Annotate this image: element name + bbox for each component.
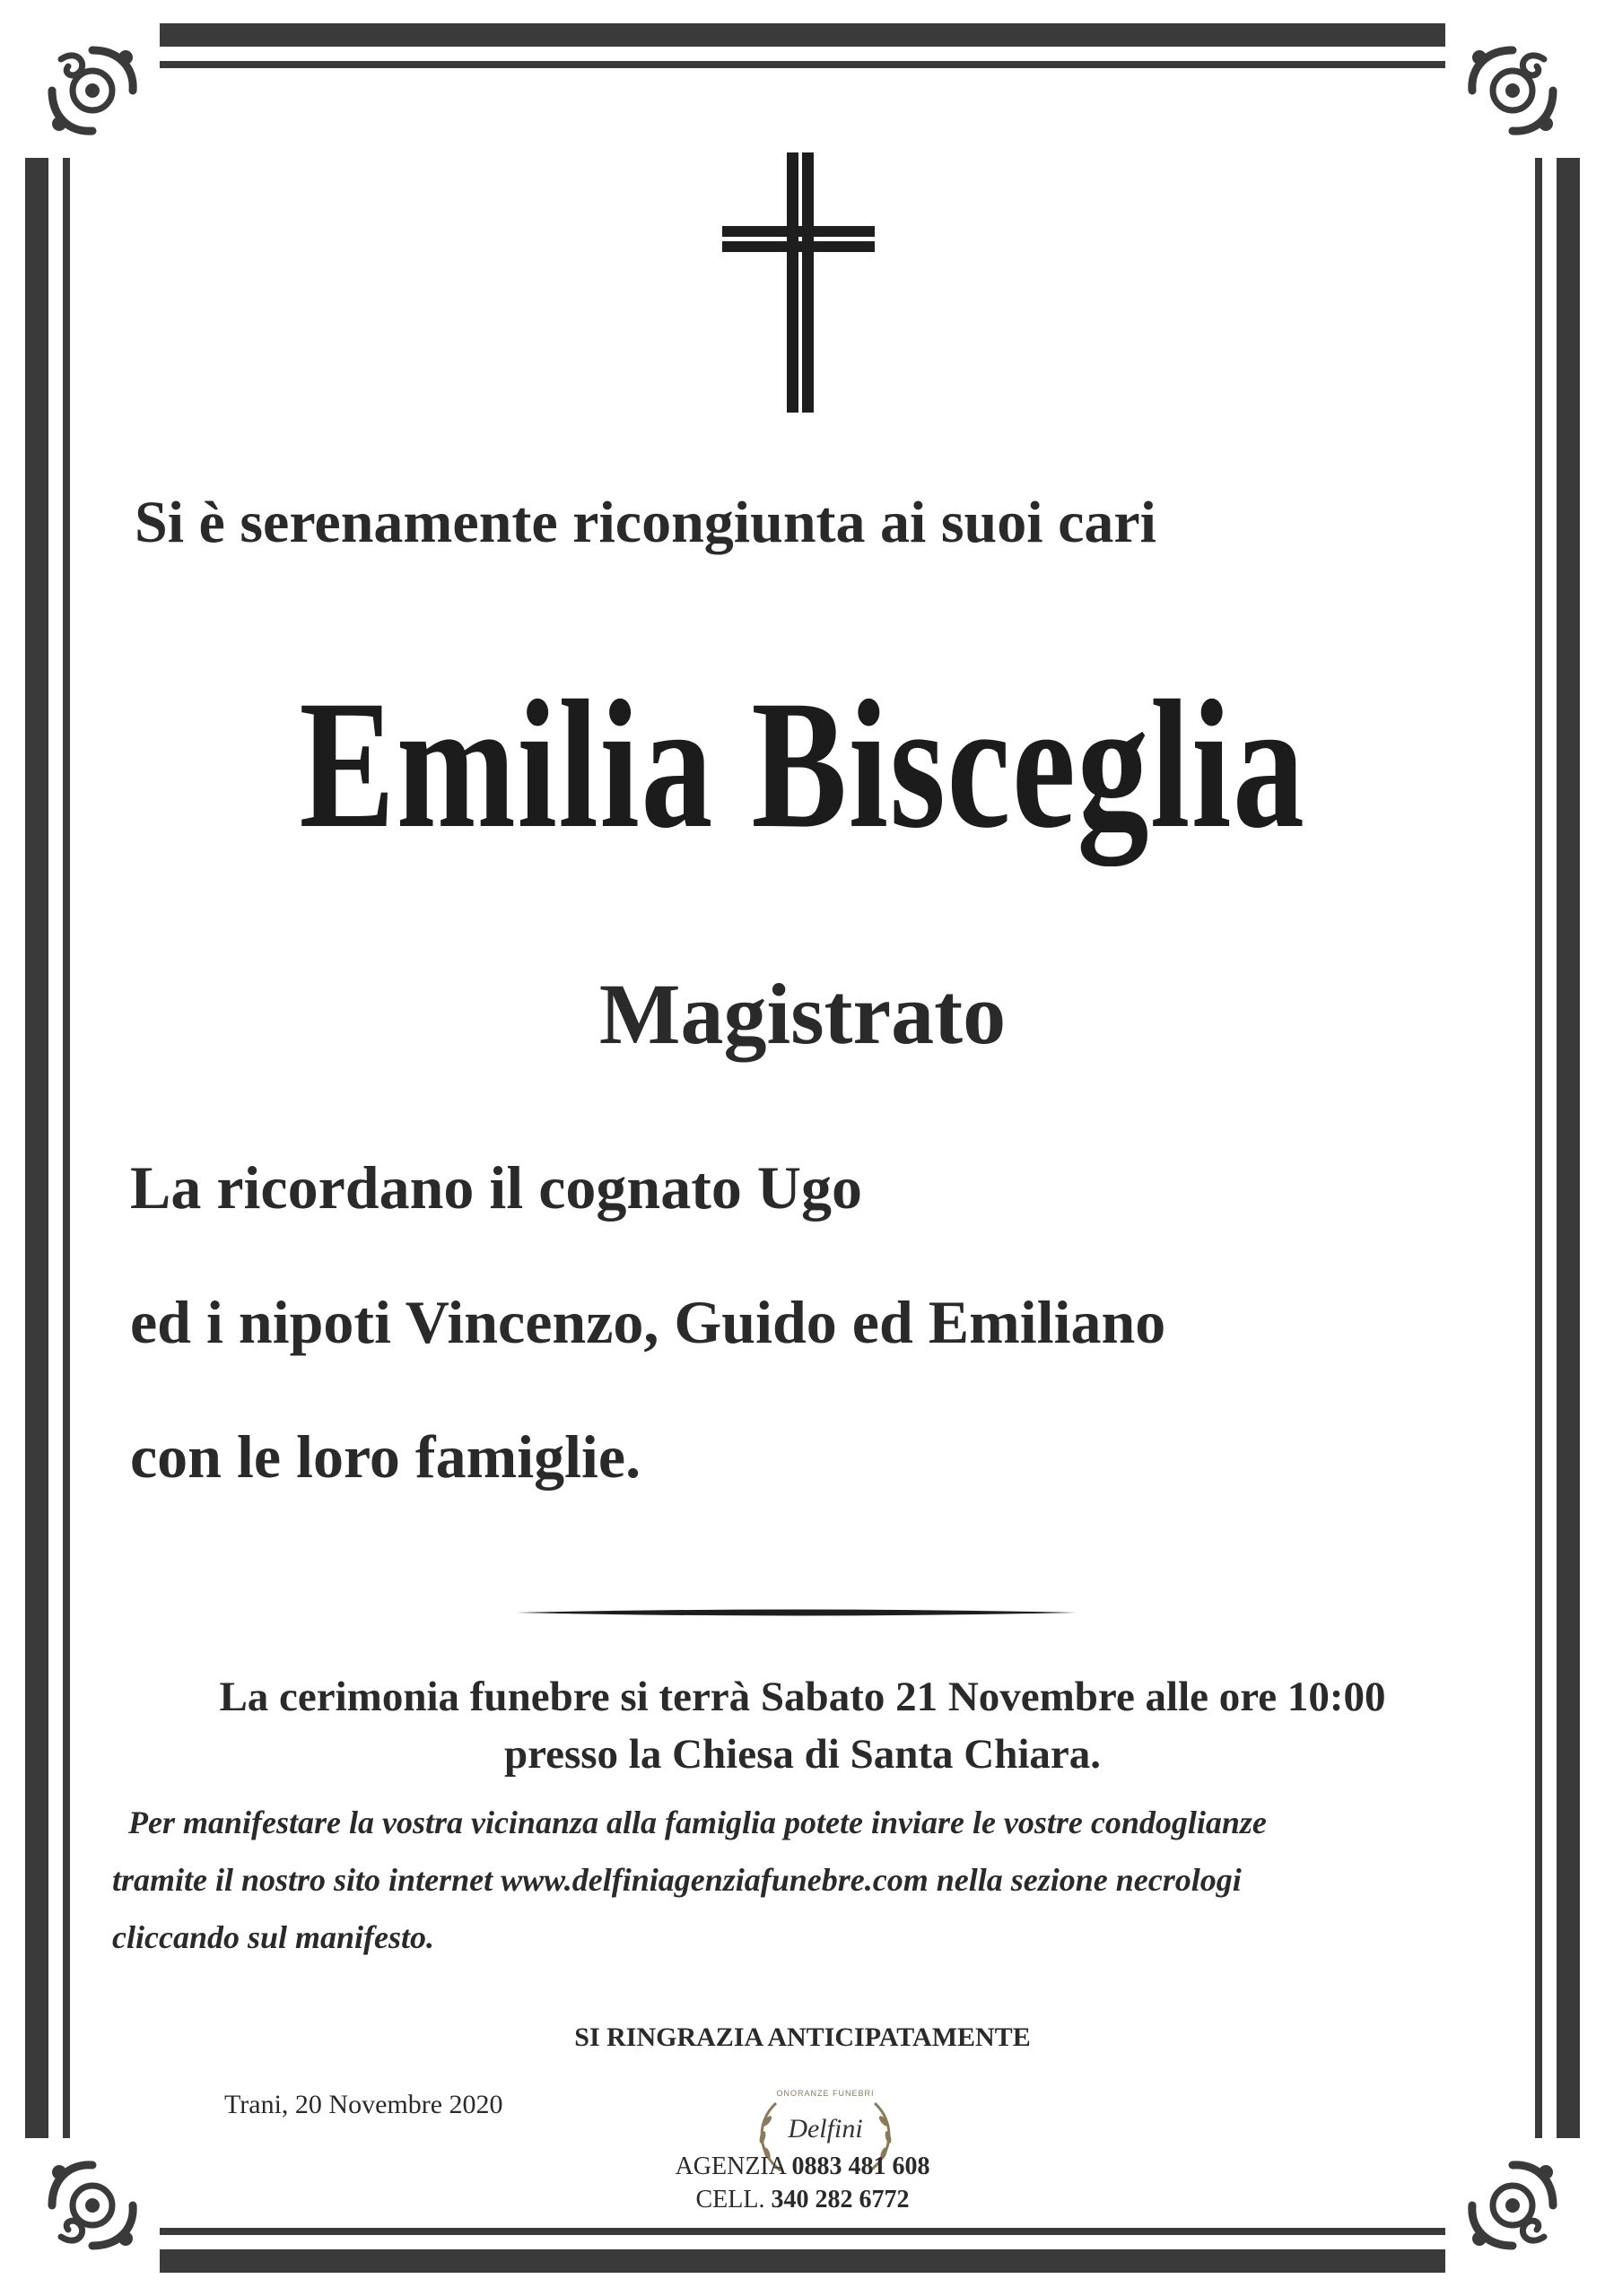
- corner-ornament-top-left-icon: [25, 23, 160, 158]
- ceremony-details: [0, 1668, 1605, 1783]
- note-line: cliccando sul manifesto.: [112, 1919, 434, 1955]
- condolence-note: [112, 1794, 1512, 1966]
- mourners-line: con le loro famiglie.: [130, 1422, 641, 1491]
- mourners-line: La ricordano il cognato Ugo: [130, 1153, 862, 1222]
- agency-phone-label: AGENZIA: [675, 2152, 786, 2180]
- ceremony-location: presso la Chiesa di Santa Chiara.: [503, 1731, 1102, 1778]
- agency-cell-number: 340 282 6772: [771, 2186, 910, 2213]
- logo-name: Delfini: [788, 2114, 863, 2144]
- deceased-title: Magistrato: [598, 966, 1007, 1062]
- agency-phone-number: 0883 481 608: [791, 2152, 930, 2180]
- ceremony-line: La cerimonia funebre si terrà Sabato 21 Novembre alle ore 10:00: [219, 1674, 1386, 1720]
- agency-cell-label: CELL.: [695, 2186, 765, 2213]
- logo-tagline: ONORANZE FUNEBRI: [776, 2089, 875, 2098]
- deceased-name: Emilia Bisceglia: [299, 663, 1306, 866]
- intro-line: Si è serenamente ricongiunta ai suoi cari: [135, 490, 1157, 555]
- note-line: tramite il nostro sito internet www.delfiniagenziafunebre.com nella sezione necrologi: [112, 1862, 1242, 1898]
- note-line: Per manifestare la vostra vicinanza alla famiglia potete inviare le vostre condoglianze: [128, 1805, 1267, 1840]
- corner-ornament-top-right-icon: [1445, 23, 1580, 158]
- agency-phone: [0, 2152, 1605, 2181]
- agency-cell: [0, 2186, 1605, 2214]
- latin-cross-icon: [722, 152, 884, 422]
- mourners-line: ed i nipoti Vincenzo, Guido ed Emiliano: [130, 1288, 1166, 1356]
- divider-line: [516, 1604, 1077, 1613]
- place-date: Trani, 20 Novembre 2020: [224, 2090, 503, 2119]
- thanks-line: SI RINGRAZIA ANTICIPATAMENTE: [574, 2022, 1031, 2052]
